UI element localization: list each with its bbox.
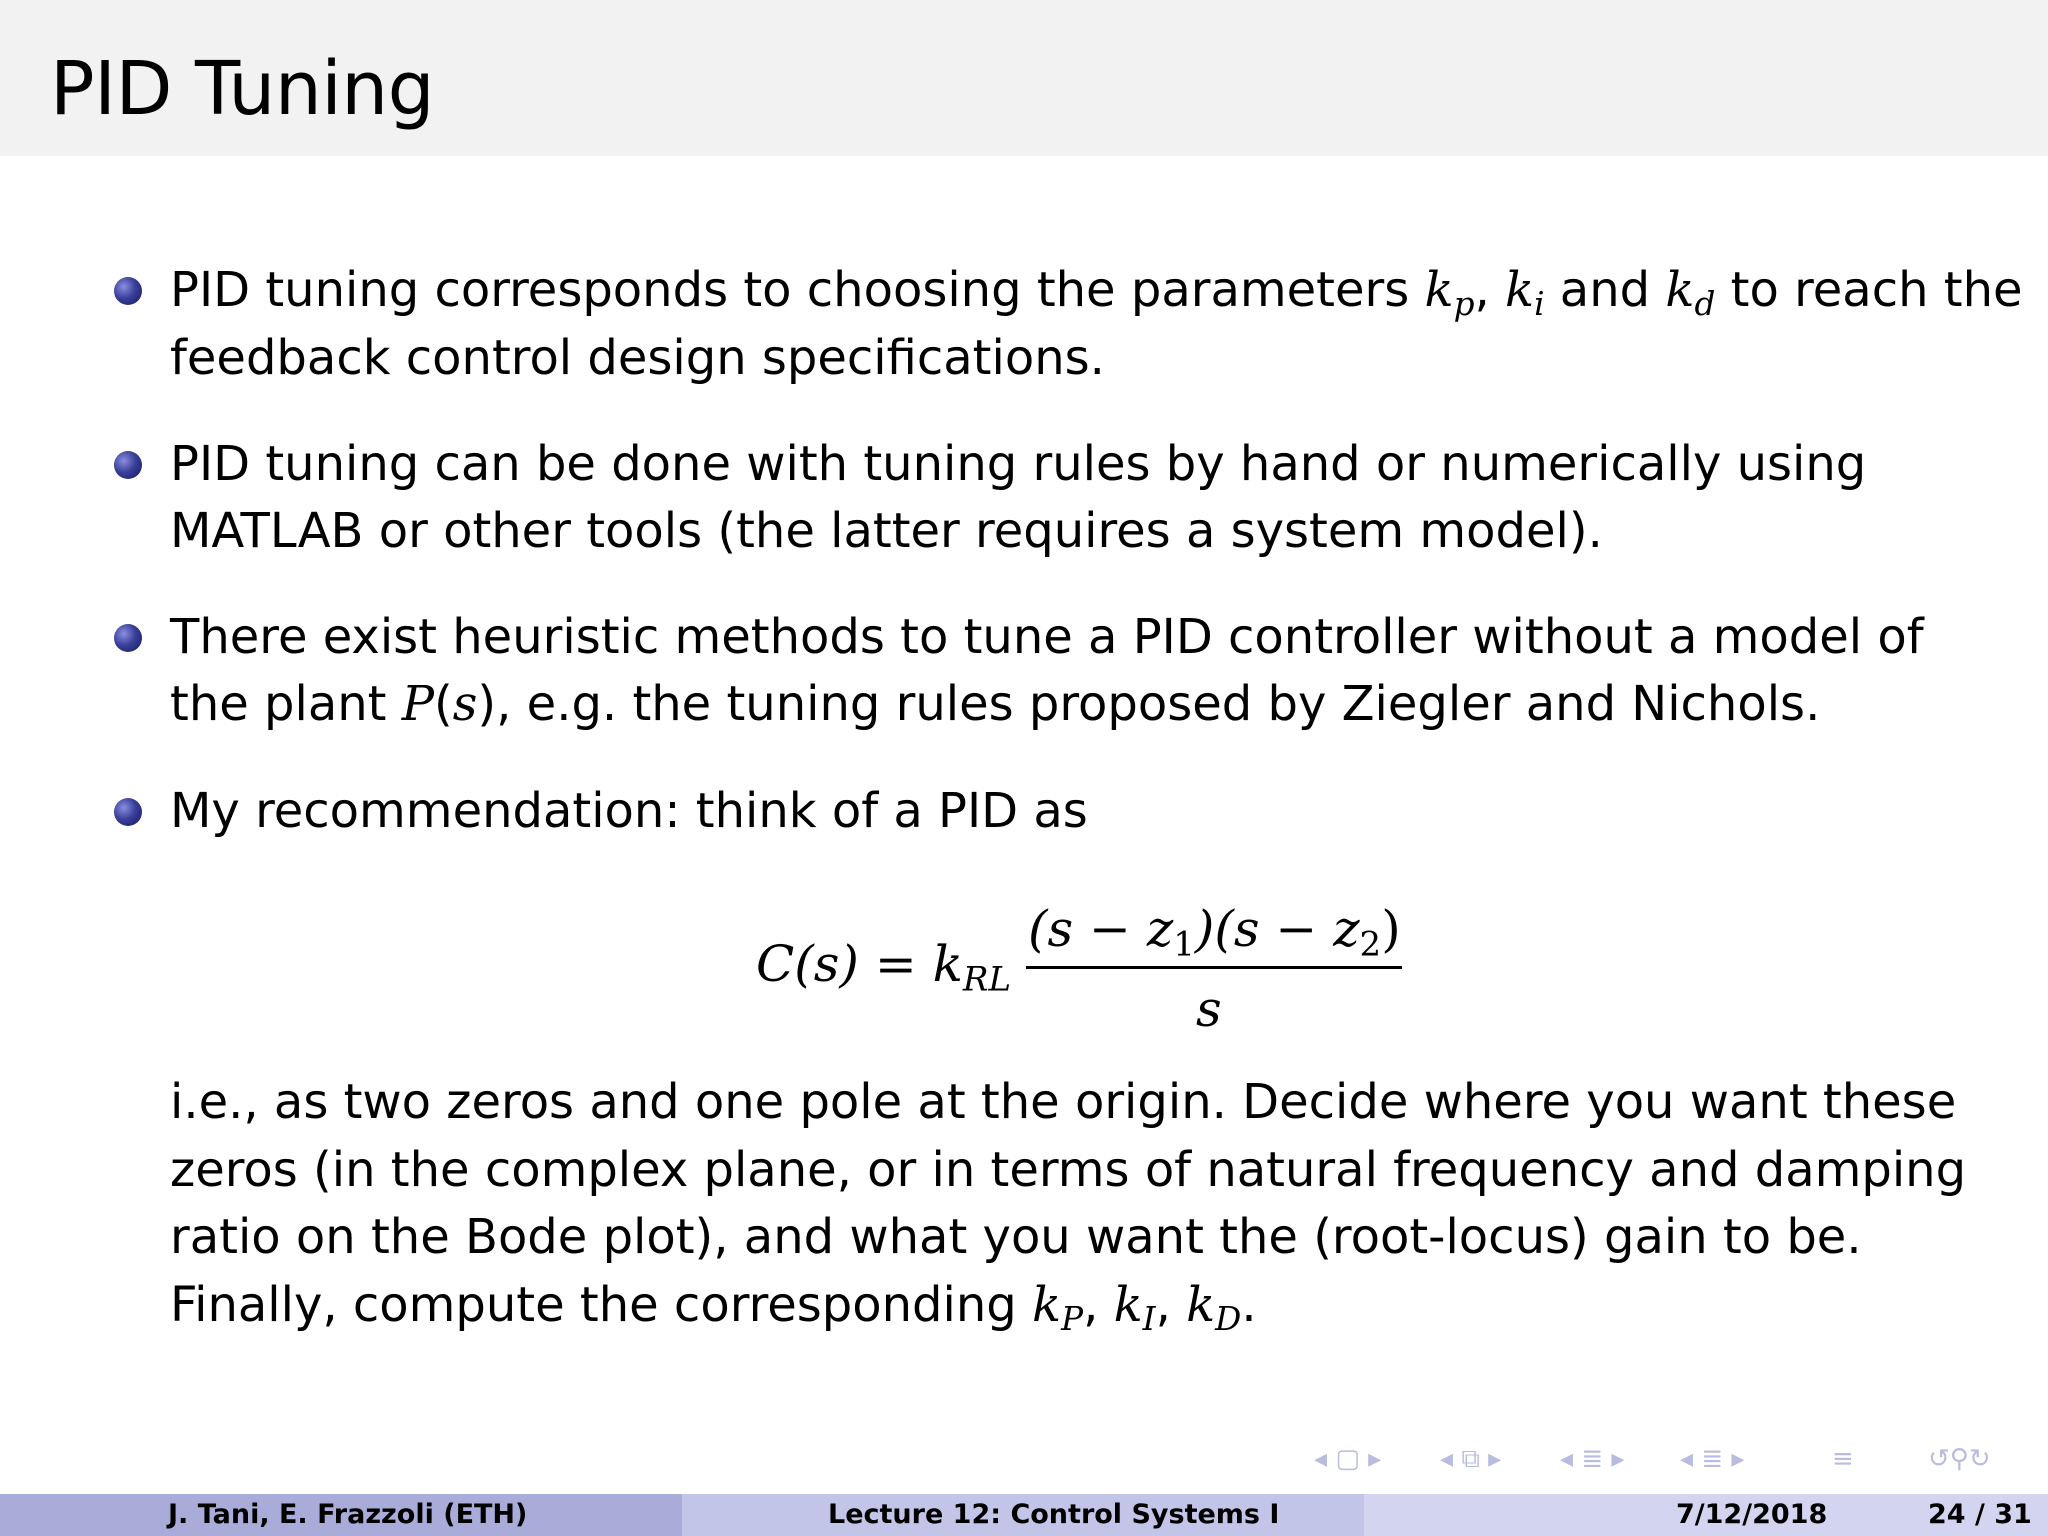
- paragraph-line-4: [170, 1271, 1257, 1339]
- bullet-icon: [114, 798, 142, 826]
- subscript: d: [1694, 285, 1716, 324]
- paragraph-line-3: ratio on the Bode plot), and what you want the (root-locus) gain to be.: [170, 1209, 1862, 1265]
- bullet-2-line-1: PID tuning can be done with tuning rules by hand or numerically using: [170, 436, 1867, 492]
- title-bar: [0, 0, 2048, 156]
- subscript: 2: [1359, 924, 1382, 965]
- appendix-nav-icon[interactable]: ≡: [1832, 1444, 1854, 1474]
- bullet-icon: [114, 624, 142, 652]
- subscript: RL: [962, 959, 1012, 1000]
- paragraph-line-1: i.e., as two zeros and one pole at the origin. Decide where you want these: [170, 1074, 1957, 1130]
- footer-date: 7/12/2018: [1676, 1499, 1828, 1530]
- bullet-4-line-1: My recommendation: think of a PID as: [170, 783, 1088, 839]
- text: .: [1241, 1277, 1257, 1333]
- footer-bar: [0, 1494, 2048, 1536]
- bullet-1-line-1: [170, 256, 2023, 324]
- text: ): [1381, 900, 1401, 958]
- subscript: p: [1453, 285, 1475, 324]
- text: to reach the: [1715, 262, 2023, 318]
- frame-nav-icon[interactable]: ◂ ▢ ▸: [1314, 1444, 1382, 1474]
- bullet-2-line-2: MATLAB or other tools (the latter requires a system model).: [170, 503, 1603, 559]
- subscript: I: [1142, 1300, 1156, 1339]
- equation-numerator: [1028, 895, 1401, 963]
- text: (: [434, 676, 453, 732]
- var-k: k: [1113, 1277, 1143, 1333]
- paragraph-line-2: zeros (in the complex plane, or in terms of natural frequency and damping: [170, 1142, 1967, 1198]
- footer-left: [0, 1494, 682, 1536]
- footer-center: [682, 1494, 1364, 1536]
- text: PID tuning corresponds to choosing the parameters: [170, 262, 1425, 318]
- subscript: D: [1215, 1300, 1242, 1339]
- text: Finally, compute the corresponding: [170, 1277, 1033, 1333]
- navigation-bar: [1300, 1444, 2048, 1480]
- bullet-icon: [114, 277, 142, 305]
- var-k: k: [1032, 1277, 1062, 1333]
- presentation-nav-icon[interactable]: ◂ ≣ ▸: [1680, 1444, 1745, 1474]
- search-nav-icon[interactable]: ↺⚲↻: [1928, 1444, 1991, 1474]
- var-k: k: [1505, 262, 1535, 318]
- footer-lecture: Lecture 12: Control Systems I: [828, 1499, 1280, 1530]
- text: ,: [1474, 262, 1506, 318]
- subscript: i: [1534, 285, 1545, 324]
- text: C(s) = k: [756, 935, 963, 993]
- equation-lhs: [756, 930, 1011, 998]
- var-k: k: [1186, 1277, 1216, 1333]
- text: ,: [1155, 1277, 1187, 1333]
- var-k: k: [1424, 262, 1454, 318]
- text: ,: [1083, 1277, 1114, 1333]
- equation-denominator: s: [1196, 980, 1222, 1038]
- text: ), e.g. the tuning rules proposed by Ziegler and Nichols.: [477, 676, 1821, 732]
- slide-title: PID Tuning: [50, 46, 435, 132]
- var-P: P: [401, 676, 435, 732]
- bullet-icon: [114, 451, 142, 479]
- footer-authors: J. Tani, E. Frazzoli (ETH): [168, 1499, 528, 1530]
- footer-page-number: 24 / 31: [1928, 1499, 2032, 1530]
- bullet-3-line-2: [170, 670, 1820, 738]
- fraction-bar: [1026, 966, 1402, 969]
- subscript: 1: [1173, 924, 1195, 965]
- var-k: k: [1665, 262, 1695, 318]
- text: the plant: [170, 676, 402, 732]
- text: and: [1544, 262, 1666, 318]
- subsection-nav-icon[interactable]: ◂ ⧉ ▸: [1440, 1444, 1502, 1474]
- section-nav-icon[interactable]: ◂ ≣ ▸: [1560, 1444, 1625, 1474]
- footer-right: [1364, 1494, 2048, 1536]
- bullet-3-line-1: There exist heuristic methods to tune a PID controller without a model of: [170, 609, 1924, 665]
- text: (s − z: [1028, 900, 1174, 958]
- var-s: s: [452, 676, 478, 732]
- text: )(s − z: [1194, 900, 1360, 958]
- subscript: P: [1061, 1300, 1084, 1339]
- bullet-1-line-2: feedback control design specifications.: [170, 330, 1105, 386]
